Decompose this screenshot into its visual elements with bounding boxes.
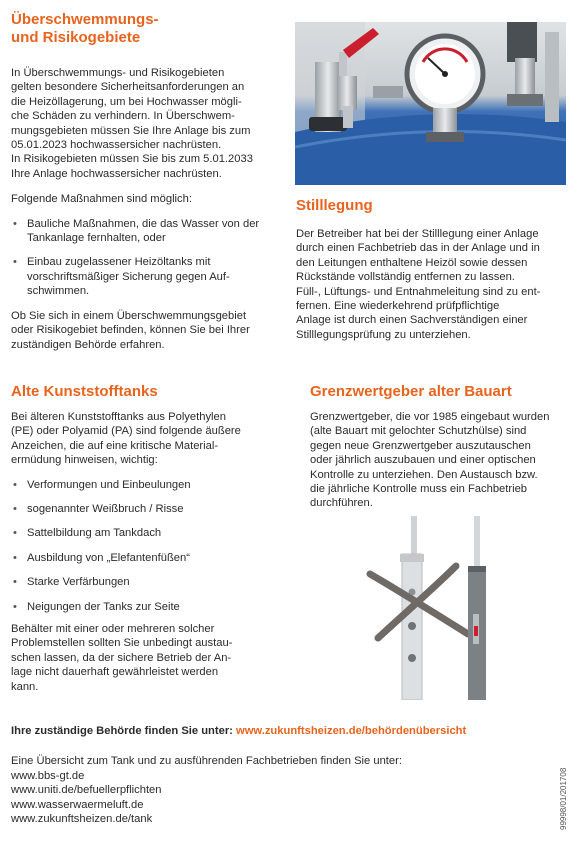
flood-title-line2: und Risikogebiete xyxy=(11,29,141,46)
tank-photo xyxy=(295,22,566,185)
link-bbs[interactable]: www.bbs-gt.de xyxy=(11,769,85,782)
plastic-closing xyxy=(11,622,281,694)
text-line: fernen. Eine wiederkehrend prüfpflichtige xyxy=(296,300,500,313)
text-line: In Überschwemmungs- und Risikogebieten xyxy=(11,67,225,79)
plastic-intro xyxy=(11,410,281,468)
flood-closing xyxy=(11,309,281,352)
text-line: Ihre Anlage hochwassersicher nachrüsten. xyxy=(11,167,222,180)
plastic-tanks-title: Alte Kunststofftanks xyxy=(11,383,158,400)
text-line: Anlage ist durch einen Sachverständigen einer xyxy=(296,314,528,327)
text-line: Bei älteren Kunststofftanks aus Polyethylen xyxy=(11,411,226,423)
measures-intro: Folgende Maßnahmen sind möglich: xyxy=(11,193,192,206)
list-item: • Starke Verfärbungen xyxy=(11,575,281,589)
text-line: Anzeichen, die auf eine kritische Material- xyxy=(11,439,219,452)
footer xyxy=(11,724,566,826)
flood-paragraph xyxy=(11,66,281,181)
resource-links xyxy=(11,769,566,827)
text-line: • Bauliche Maßnahmen, die das Wasser von der xyxy=(27,217,260,230)
decommission-title: Stilllegung xyxy=(296,197,373,214)
text-line: Der Betreiber hat bei der Stilllegung einer Anlage xyxy=(296,228,539,240)
text-line: Füll-, Lüftungs- und Entnahmeleitung sind zu ent- xyxy=(296,285,541,298)
flood-section xyxy=(11,11,281,352)
text-line: Kontrolle zu unterziehen. Den Austausch bzw. xyxy=(310,468,538,481)
text-line: gelten besondere Sicherheitsanforderungen an xyxy=(11,81,245,94)
authority-line xyxy=(11,724,566,738)
warning-signs-list xyxy=(11,478,281,614)
link-zukunftsheizen-tank[interactable]: www.zukunftsheizen.de/tank xyxy=(11,813,153,826)
text-line: kann. xyxy=(11,680,39,693)
text-line: 05.01.2023 hochwassersicher nachrüsten. xyxy=(11,139,222,152)
authority-label: Ihre zuständige Behörde finden Sie unter: xyxy=(11,725,233,737)
text-line: (alte Bauart mit gelochter Schutzhülse) sind xyxy=(310,425,527,438)
flood-title xyxy=(11,11,281,47)
list-item: • Sattelbildung am Tankdach xyxy=(11,526,281,540)
text-line: oder jährlich auszubauen und einer optischen xyxy=(310,454,536,467)
text-line: mungsgebieten müssen Sie Ihre Anlage bis zum xyxy=(11,124,251,137)
limiter-text xyxy=(310,410,572,511)
decommission-text xyxy=(296,227,568,342)
text-line: Problemstellen sollten Sie unbedingt austau- xyxy=(11,637,233,650)
decommission-section xyxy=(296,197,568,342)
limiter-title: Grenzwertgeber alter Bauart xyxy=(310,383,512,400)
limiter-section xyxy=(310,383,572,511)
text-line: vorschriftsmäßiger Sicherung gegen Auf- xyxy=(27,270,230,283)
authority-link[interactable]: www.zukunftsheizen.de/behördenübersicht xyxy=(236,725,467,737)
text-line: Stilllegungsprüfung zu unterziehen. xyxy=(296,328,471,341)
text-line: die jährliche Kontrolle muss ein Fachbetrieb xyxy=(310,483,528,496)
list-item: • Neigungen der Tanks zur Seite xyxy=(11,600,281,614)
flood-title-line1: Überschwemmungs- xyxy=(11,11,159,28)
text-line: Ob Sie sich in einem Überschwemmungsgebiet xyxy=(11,309,247,322)
doc-code-text: 99998/01/201708 xyxy=(559,767,568,830)
text-line: che Schäden zu verhindern. In Überschwem- xyxy=(11,110,235,123)
link-wasserwaermeluft[interactable]: www.wasserwaermeluft.de xyxy=(11,798,144,811)
list-item: • Ausbildung von „Elefantenfüßen“ xyxy=(11,551,281,565)
text-line: durchführen. xyxy=(310,497,373,510)
pressure-gauge-photo xyxy=(295,22,566,185)
text-line: ermüdung hinweisen, wichtig: xyxy=(11,454,158,467)
text-line: zuständigen Behörde erfahren. xyxy=(11,338,165,351)
list-item: • Verformungen und Einbeulungen xyxy=(11,478,281,492)
limiter-sensor xyxy=(468,516,486,700)
text-line: lage nicht dauerhaft gewährleistet werden xyxy=(11,666,219,679)
text-line: den Leitungen enthaltene Heizöl sowie dessen xyxy=(296,256,528,269)
text-line: oder Risikogebiet befinden, können Sie bei Ihrer xyxy=(11,324,250,337)
text-line: Grenzwertgeber, die vor 1985 eingebaut wurden xyxy=(310,411,550,423)
measures-list xyxy=(11,217,281,299)
text-line: schen lassen, da der sichere Betrieb der An- xyxy=(11,651,232,664)
list-item xyxy=(11,217,281,246)
document-code xyxy=(559,760,573,830)
list-item: • sogenannter Weißbruch / Risse xyxy=(11,502,281,516)
text-line: gegen neue Grenzwertgeber auszutauschen xyxy=(310,439,531,452)
text-line: Tankanlage fernhalten, oder xyxy=(27,232,166,245)
limiter-illustration xyxy=(356,514,526,700)
text-line: durch einen Fachbetrieb das in der Anlage und in xyxy=(296,242,540,255)
text-line: • Einbau zugelassener Heizöltanks mit xyxy=(27,256,211,269)
text-line: die Heizöllagerung, um bei Hochwasser mögli- xyxy=(11,95,242,108)
text-line: (PE) oder Polyamid (PA) sind folgende äußere xyxy=(11,425,241,438)
plastic-tanks-section xyxy=(11,383,281,694)
text-line: In Risikogebieten müssen Sie bis zum 5.01.2033 xyxy=(11,153,253,166)
link-uniti[interactable]: www.uniti.de/befuellerpflichten xyxy=(11,784,162,797)
list-item xyxy=(11,255,281,298)
text-line: schwimmen. xyxy=(27,285,90,298)
overview-text: Eine Übersicht zum Tank und zu ausführenden Fachbetrieben finden Sie unter: xyxy=(11,755,402,768)
text-line: Behälter mit einer oder mehreren solcher xyxy=(11,623,215,636)
text-line: Rückstände vollständig entfernen zu lassen. xyxy=(296,271,515,284)
